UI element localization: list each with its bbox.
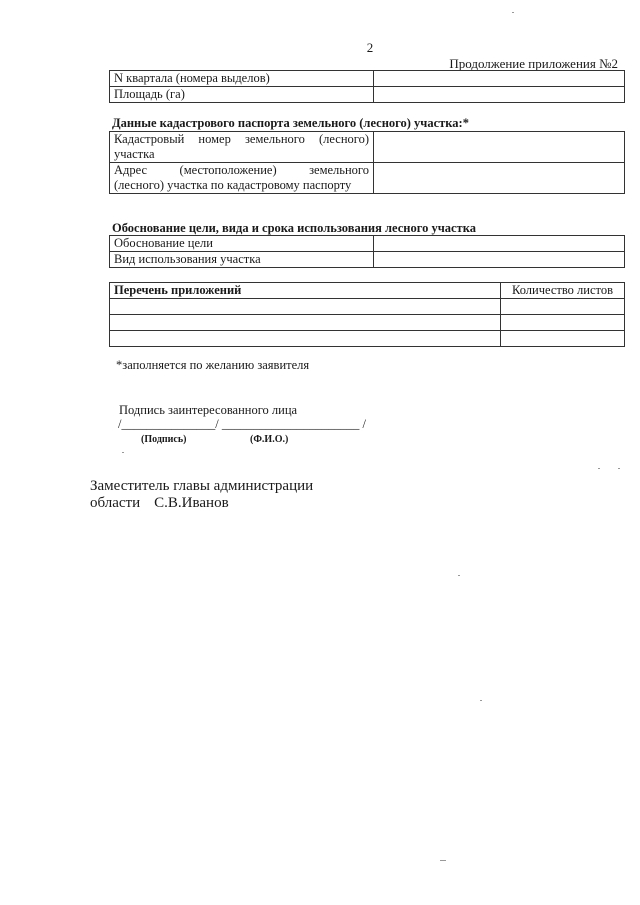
attachments-table <box>109 282 625 347</box>
attachments-list-header: Перечень приложений <box>110 283 501 299</box>
table-row <box>110 315 625 331</box>
row-label <box>110 163 374 194</box>
scan-speck <box>458 575 460 576</box>
scan-speck <box>122 452 124 453</box>
row-label-line1: Кадастровый номер земельного (лесного) <box>114 132 369 146</box>
scan-speck <box>512 12 514 13</box>
row-label: Обоснование цели <box>110 236 374 252</box>
table-row <box>110 236 625 252</box>
table-row <box>110 87 625 103</box>
table-row <box>110 299 625 315</box>
row-label: Площадь (га) <box>110 87 374 103</box>
scan-speck <box>598 468 600 469</box>
official-line2 <box>90 495 313 512</box>
table-row <box>110 71 625 87</box>
signature-caption: (Подпись) <box>141 434 187 445</box>
attachment-name-field[interactable] <box>110 315 501 331</box>
row-value-field[interactable] <box>374 71 625 87</box>
attachment-sheets-field[interactable] <box>501 331 625 347</box>
row-label: N квартала (номера выделов) <box>110 71 374 87</box>
row-value-field[interactable] <box>374 132 625 163</box>
table-row <box>110 252 625 268</box>
footnote: *заполняется по желанию заявителя <box>116 358 310 372</box>
official-region: области <box>90 495 141 511</box>
signature-label: Подпись заинтересованного лица <box>119 403 298 417</box>
row-value-field[interactable] <box>374 252 625 268</box>
cadastral-table <box>109 131 625 194</box>
sheet-count-header: Количество листов <box>501 283 625 299</box>
attachment-sheets-field[interactable] <box>501 299 625 315</box>
table-row <box>110 132 625 163</box>
table-row <box>110 331 625 347</box>
row-value-field[interactable] <box>374 163 625 194</box>
row-label-line2: (лесного) участка по кадастровому паспорту <box>114 178 352 192</box>
justification-table <box>109 235 625 268</box>
cadastral-heading: Данные кадастрового паспорта земельного (лесного) участка:* <box>112 116 469 130</box>
scan-speck <box>618 468 620 469</box>
table-header-row <box>110 283 625 299</box>
official-title: Заместитель главы администрации <box>90 478 314 494</box>
row-label-line2: участка <box>114 147 155 161</box>
row-label: Вид использования участка <box>110 252 374 268</box>
table-row <box>110 163 625 194</box>
plot-table <box>109 70 625 103</box>
name-caption: (Ф.И.О.) <box>250 434 289 445</box>
row-label <box>110 132 374 163</box>
scan-speck <box>480 700 482 701</box>
signature-line[interactable]: /_______________/ ______________________ / <box>118 417 366 431</box>
row-value-field[interactable] <box>374 236 625 252</box>
attachment-name-field[interactable] <box>110 331 501 347</box>
row-label-line1: Адрес (местоположение) земельного <box>114 163 369 177</box>
attachment-sheets-field[interactable] <box>501 315 625 331</box>
justification-heading: Обоснование цели, вида и срока использования лесного участка <box>112 221 476 235</box>
official-block <box>90 478 313 512</box>
scan-speck <box>440 860 446 861</box>
row-value-field[interactable] <box>374 87 625 103</box>
page-number: 2 <box>366 40 374 55</box>
official-name: С.В.Иванов <box>154 495 229 511</box>
continuation-label: Продолжение приложения №2 <box>449 56 618 71</box>
attachment-name-field[interactable] <box>110 299 501 315</box>
